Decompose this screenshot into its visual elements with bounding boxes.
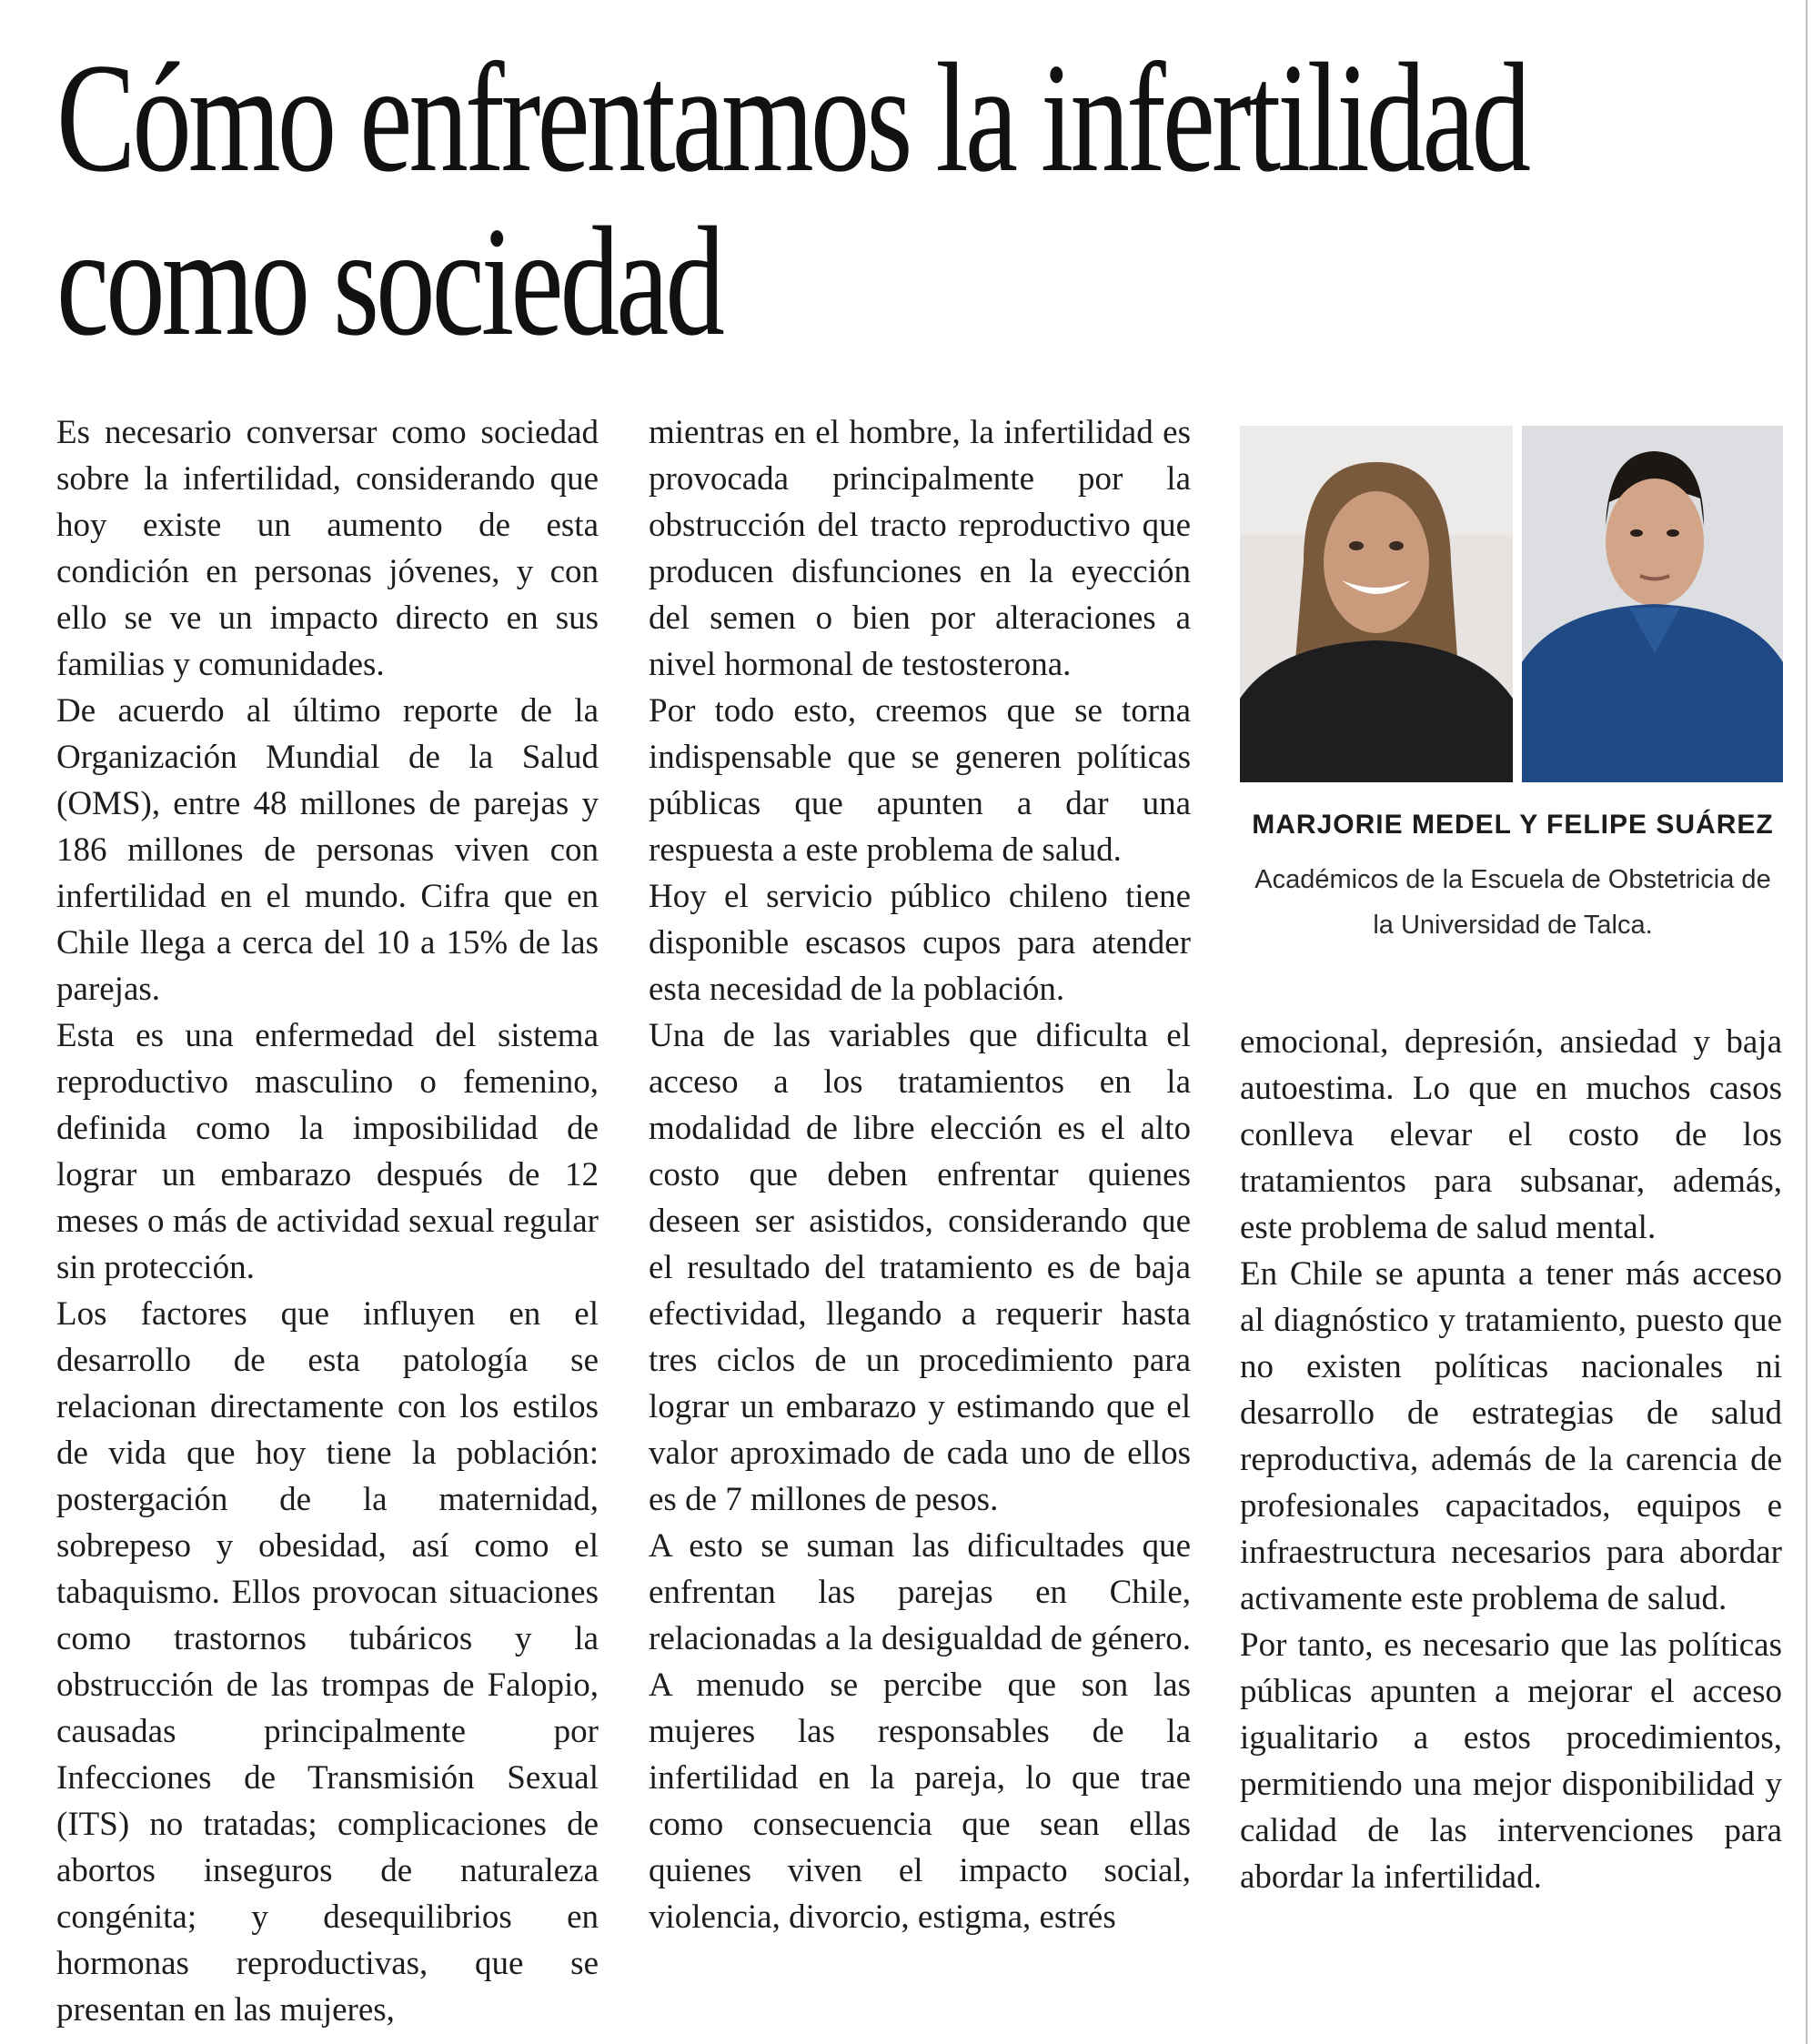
author-photos xyxy=(1240,426,1783,782)
paragraph: Por todo esto, creemos que se torna indispensable que se generen políticas públicas que apunten a dar una respuesta a este problema de salud. xyxy=(649,692,1191,869)
paragraph: Los factores que influyen en el desarrollo de esta patología se relacionan directamente con los estilos de vida que hoy tiene la población: postergación de la maternidad, sobrepeso y obesidad, así como el tabaquismo. Ellos provocan situaciones como trastornos tubáricos y la obstrucción de las trompas de Falopio, causadas principalmente por Infecciones de Transmisión Sexual (ITS) no tratadas; complicaciones de abortos inseguros de naturaleza congénita; y desequilibrios en hormonas reproductivas, que se presentan en las mujeres, xyxy=(56,1295,599,2029)
author-photo-felipe xyxy=(1522,426,1783,782)
paragraph: A esto se suman las dificultades que enfrentan las parejas en Chile, relacionadas a la desigualdad de género. A menudo se percibe que son las mujeres las responsables de la infertilidad en la pareja, lo que trae como consecuencia que sean ellas quienes viven el impacto social, violencia, divorcio, estigma, estrés xyxy=(649,1527,1191,1936)
paragraph: Una de las variables que dificulta el acceso a los tratamientos en la modalidad de libre elección es el alto costo que deben enfrentar quienes deseen ser asistidos, considerando que el resultado del tratamiento es de baja efectividad, llegando a requerir hasta tres ciclos de un procedimiento para lograr un embarazo y estimando que el valor aproximado de cada uno de ellos es de 7 millones de pesos. xyxy=(649,1017,1191,1518)
paragraph: Hoy el servicio público chileno tiene disponible escasos cupos para atender esta necesidad de la población. xyxy=(649,878,1191,1008)
author-role-line-1: Académicos de la Escuela de Obstetricia de xyxy=(1254,865,1771,894)
paragraph: En Chile se apunta a tener más acceso al diagnóstico y tratamiento, puesto que no existen políticas nacionales ni desarrollo de estrategias de salud reproductiva, además de la carencia de profesionales capacitados, equipos e infraestructura necesarios para abordar activamente este problema de salud. xyxy=(1240,1255,1782,1617)
page-edge-divider xyxy=(1806,0,1808,2044)
author-role-line-2: la Universidad de Talca. xyxy=(1373,911,1653,940)
paragraph: De acuerdo al último reporte de la Organización Mundial de la Salud (OMS), entre 48 millones de parejas y 186 millones de personas viven con infertilidad en el mundo. Cifra que en Chile llega a cerca del 10 a 15% de las parejas. xyxy=(56,692,599,1008)
headline-line-1: Cómo enfrentamos la infertilidad xyxy=(56,32,1528,205)
author-role xyxy=(1240,857,1786,948)
article-column-3 xyxy=(1240,1019,1782,1900)
author-names: MARJORIE MEDEL Y FELIPE SUÁREZ xyxy=(1252,810,1774,840)
article-column-2 xyxy=(649,409,1191,1940)
paragraph: mientras en el hombre, la infertilidad es provocada principalmente por la obstrucción del tracto reproductivo que producen disfunciones en la eyección del semen o bien por alteraciones a nivel hormonal de testosterona. xyxy=(649,414,1191,683)
author-photo-marjorie xyxy=(1240,426,1513,782)
paragraph: Es necesario conversar como sociedad sobre la infertilidad, considerando que hoy existe un aumento de esta condición en personas jóvenes, y con ello se ve un impacto directo en sus familias y comunidades. xyxy=(56,414,599,683)
paragraph: Esta es una enfermedad del sistema reproductivo masculino o femenino, definida como la imposibilidad de lograr un embarazo después de 12 meses o más de actividad sexual regular sin protección. xyxy=(56,1017,599,1286)
article-column-1 xyxy=(56,409,599,2033)
paragraph: Por tanto, es necesario que las políticas públicas apunten a mejorar el acceso igualitario a estos procedimientos, permitiendo una mejor disponibilidad y calidad de las intervenciones para abordar la infertilidad. xyxy=(1240,1626,1782,1896)
headline xyxy=(56,32,1528,368)
headline-line-2: como sociedad xyxy=(56,196,722,368)
paragraph: emocional, depresión, ansiedad y baja autoestima. Lo que en muchos casos conlleva elevar el costo de los tratamientos para subsanar, además, este problema de salud mental. xyxy=(1240,1023,1782,1246)
